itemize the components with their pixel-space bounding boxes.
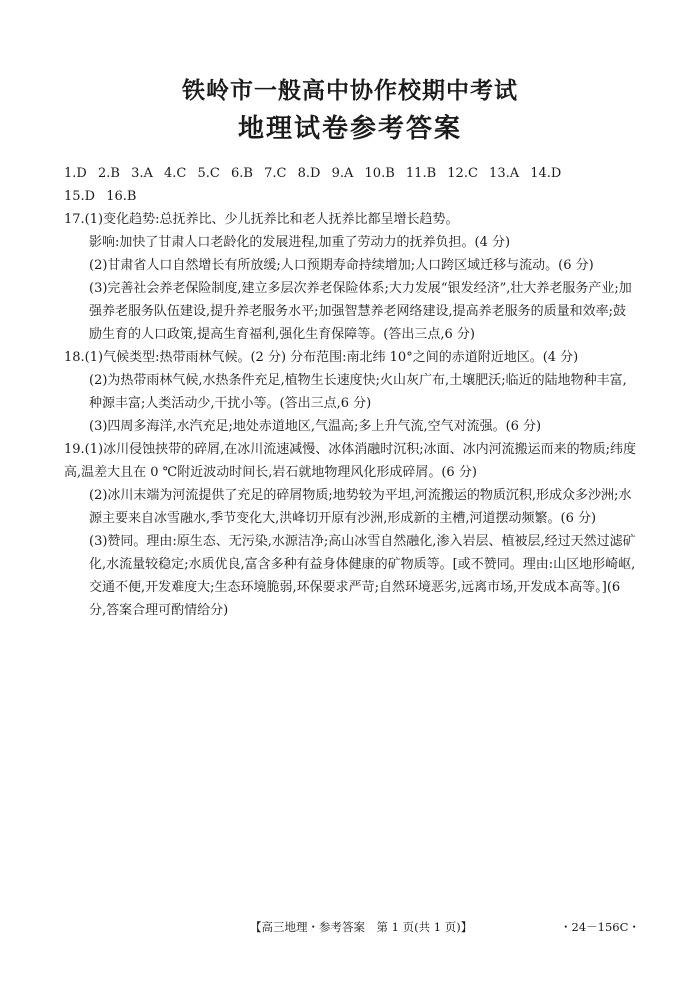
question-19 (64, 438, 636, 622)
mc-answer: 8.D (297, 166, 321, 181)
q19-part2: (2)冰川末端为河流提供了充足的碎屑物质;地势较为平坦,河流搬运的物质沉积,形成众多沙洲;水源主要来自冰雪融水,季节变化大,洪峰切开原有沙洲,形成新的主槽,河道摆动频繁。(6 分) (89, 488, 632, 526)
page-subtitle: 地理试卷参考答案 (237, 114, 462, 144)
q18-part3: (3)四周多海洋,水汽充足;地处赤道地区,气温高;多上升气流,空气对流强。(6 分) (89, 419, 542, 434)
page-title: 铁岭市一般高中协作校期中考试 (182, 78, 518, 104)
q17-part2: (2)甘肃省人口自然增长有所放缓;人口预期寿命持续增加;人口跨区域迁移与流动。(6 分) (89, 258, 594, 273)
mc-answer: 14.D (530, 166, 562, 181)
question-18 (64, 346, 636, 438)
question-17 (64, 208, 636, 346)
q19-part3: (3)赞同。理由:原生态、无污染,水源洁净;高山冰雪自然融化,渗入岩层、植被层,经过天然过滤矿化,水流量较稳定;水质优良,富含多种有益身体健康的矿物质等。[或不赞同。理由:山区地形崎岖,交通不便,开发难度大;生态环境脆弱,环保要求严苛;自然环境恶劣,远离市场,开发成本高等。](6 分,答案合理可酌情给分) (89, 534, 636, 618)
mc-answer: 3.A (131, 166, 153, 181)
q19-part1: 19.(1)冰川侵蚀挟带的碎屑,在冰川流速减慢、冰体消融时沉积;冰面、冰内河流搬运而来的物质;纬度高,温差大且在 0 ℃附近波动时间长,岩石就地物理风化形成碎屑。(6 分) (64, 442, 636, 480)
mc-answer: 13.A (489, 166, 520, 181)
mc-answer: 2.B (97, 166, 120, 181)
mc-answer: 11.B (405, 166, 437, 181)
mc-answers-line2 (64, 185, 636, 208)
mc-answer: 9.A (331, 166, 354, 181)
mc-answer: 7.C (264, 166, 287, 181)
answer-body (64, 162, 636, 622)
mc-answer: 1.D (64, 166, 87, 181)
q17-part1-impact: 影响:加快了甘肃人口老龄化的发展进程,加重了劳动力的抚养负担。(4 分) (89, 235, 511, 250)
mc-answer: 15.D (64, 189, 96, 204)
mc-answer: 4.C (164, 166, 187, 181)
footer-page-info: 【高三地理・参考答案 第 1 页(共 1 页)】 (250, 920, 473, 934)
mc-answer: 12.C (447, 166, 478, 181)
q17-part3: (3)完善社会养老保险制度,建立多层次养老保险体系;大力发展“银发经济”,壮大养老服务产业;加强养老服务队伍建设,提升养老服务水平;加强智慧养老网络建设,提高养老服务的质量和效率;鼓励生育的人口政策,提高生育福利,强化生育保障等。(答出三点,6 分) (89, 281, 632, 342)
q17-part1: 17.(1)变化趋势:总抚养比、少儿抚养比和老人抚养比都呈增长趋势。 (64, 212, 459, 227)
mc-answer: 16.B (106, 189, 137, 204)
q18-part2: (2)为热带雨林气候,水热条件充足,植物生长速度快;火山灰广布,土壤肥沃;临近的陆地物种丰富,种源丰富;人类活动少,干扰小等。(答出三点,6 分) (89, 373, 627, 411)
mc-answers-line1 (64, 162, 636, 185)
footer-code: ・24－156C・ (560, 920, 640, 934)
mc-answer: 10.B (364, 166, 395, 181)
mc-answer: 5.C (197, 166, 220, 181)
mc-answer: 6.B (231, 166, 253, 181)
q18-part1: 18.(1)气候类型:热带雨林气候。(2 分) 分布范围:南北纬 10°之间的赤道附近地区。(4 分) (64, 350, 579, 365)
